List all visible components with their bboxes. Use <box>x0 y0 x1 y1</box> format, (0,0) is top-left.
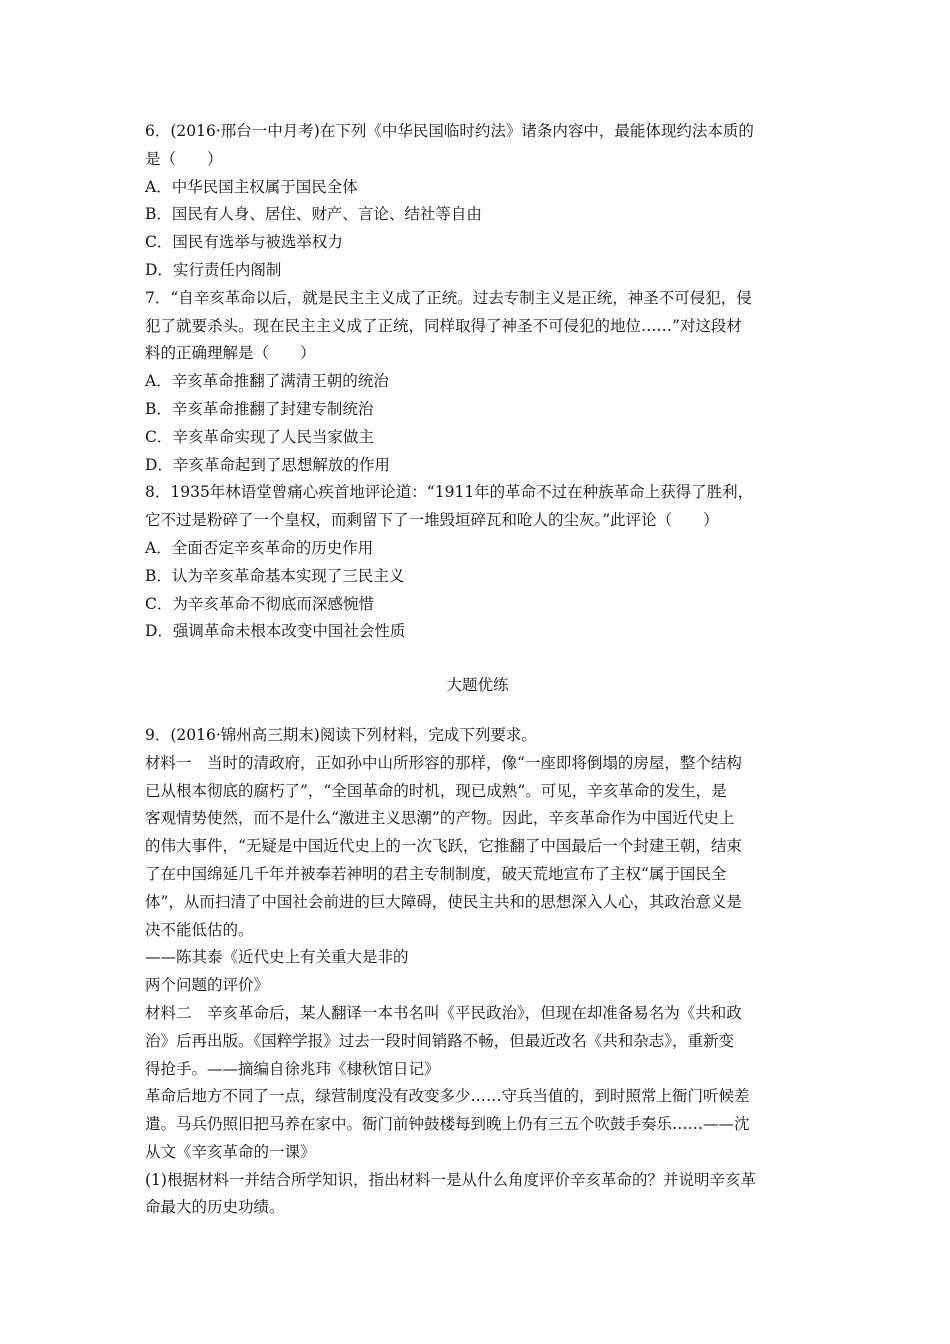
question-9-subquestion-1: (1)根据材料一并结合所学知识，指出材料一是从什么角度评价辛亥革命的？并说明辛亥革 <box>145 1170 756 1189</box>
question-8-option-d: D．强调革命未根本改变中国社会性质 <box>145 622 406 641</box>
question-9-source-line: ——陈其泰《近代史上有关重大是非的 <box>145 948 409 967</box>
question-8-option-a: A．全面否定辛亥革命的历史作用 <box>145 538 374 557</box>
question-8 <box>145 479 810 646</box>
question-7 <box>145 285 810 480</box>
document-page <box>145 118 810 1222</box>
question-8-option-c: C．为辛亥革命不彻底而深感惋惜 <box>145 594 374 613</box>
question-7-option-d: D．辛亥革命起到了思想解放的作用 <box>145 455 390 474</box>
question-6-option-a: A．中华民国主权属于国民全体 <box>145 177 358 196</box>
question-9-line: 了在中国绵延几千年并被奉若神明的君主专制制度，破天荒地宣布了主权“属于国民全 <box>145 864 727 883</box>
question-9-line: 得抢手。——摘编自徐兆玮《棣秋馆日记》 <box>145 1059 440 1078</box>
question-9-line: 革命后地方不同了一点，绿营制度没有改变多少……守兵当值的，到时照常上衙门听候差 <box>145 1087 750 1106</box>
question-6-option-d: D．实行责任内阁制 <box>145 260 282 279</box>
question-6-option-c: C．国民有选举与被选举权力 <box>145 233 343 252</box>
question-7-stem-line-2: 犯了就要杀头。现在民主主义成了正统，同样取得了神圣不可侵犯的地位……”对这段材 <box>145 316 742 335</box>
question-8-stem-line-1: 8．1935年林语堂曾痛心疾首地评论道：“1911年的革命不过在种族革命上获得了胜利， <box>145 483 754 502</box>
question-8-option-b: B．认为辛亥革命基本实现了三民主义 <box>145 566 405 585</box>
question-9-line: 客观情势使然，而不是什么“激进主义思潮”的产物。因此，辛亥革命作为中国近代史上 <box>145 809 735 828</box>
question-9-line: 材料一 当时的清政府，正如孙中山所形容的那样，像“一座即将倒塌的房屋，整个结构 <box>145 753 742 772</box>
question-6-option-b: B．国民有人身、居住、财产、言论、结社等自由 <box>145 205 482 224</box>
question-9-line: 的伟大事件，“无疑是中国近代史上的一次飞跃，它推翻了中国最后一个封建王朝，结束 <box>145 837 742 856</box>
question-6-stem-line-1: 6．(2016·邢台一中月考)在下列《中华民国临时约法》诸条内容中，最能体现约法本质的 <box>145 122 754 140</box>
question-7-option-a: A．辛亥革命推翻了满清王朝的统治 <box>145 372 389 391</box>
question-9-subquestion-1: 命最大的历史功绩。 <box>145 1198 285 1217</box>
question-9-line: 9．(2016·锦州高三期末)阅读下列材料，完成下列要求。 <box>145 725 537 744</box>
question-9-line: 治》后再出版。《国粹学报》过去一段时间销路不畅，但最近改名《共和杂志》，重新变 <box>145 1031 735 1050</box>
question-6 <box>145 118 810 285</box>
question-7-stem-line-1: 7．“自辛亥革命以后，就是民主主义成了正统。过去专制主义是正统，神圣不可侵犯，侵 <box>145 288 752 307</box>
question-8-stem-line-2: 它不过是粉碎了一个皇权，而剩留下了一堆毁垣碎瓦和呛人的尘灰。”此评论（ ） <box>145 511 719 530</box>
question-9-line: 材料二 辛亥革命后，某人翻译一本书名叫《平民政治》，但现在却准备易名为《共和政 <box>145 1003 742 1022</box>
question-6-stem-line-2: 是（ ） <box>145 149 223 168</box>
section-title: 大题优练 <box>446 676 509 695</box>
question-7-option-c: C．辛亥革命实现了人民当家做主 <box>145 427 374 446</box>
question-7-stem-line-3: 料的正确理解是（ ） <box>145 344 316 363</box>
question-9-line: 体”，从而扫清了中国社会前进的巨大障碍，使民主共和的思想深入人心，其政治意义是 <box>145 892 742 911</box>
question-9 <box>145 722 810 1222</box>
question-7-option-b: B．辛亥革命推翻了封建专制统治 <box>145 399 374 418</box>
question-9-line: 遣。马兵仍照旧把马养在家中。衙门前钟鼓楼每到晚上仍有三五个吹鼓手奏乐……——沈 <box>145 1115 750 1134</box>
question-9-source-line: 两个问题的评价》 <box>145 976 270 995</box>
question-9-line: 从文《辛亥革命的一课》 <box>145 1142 316 1161</box>
question-9-line: 已从根本彻底的腐朽了”，“全国革命的时机，现已成熟”。可见，辛亥革命的发生，是 <box>145 781 727 800</box>
question-9-line: 决不能低估的。 <box>145 920 254 939</box>
